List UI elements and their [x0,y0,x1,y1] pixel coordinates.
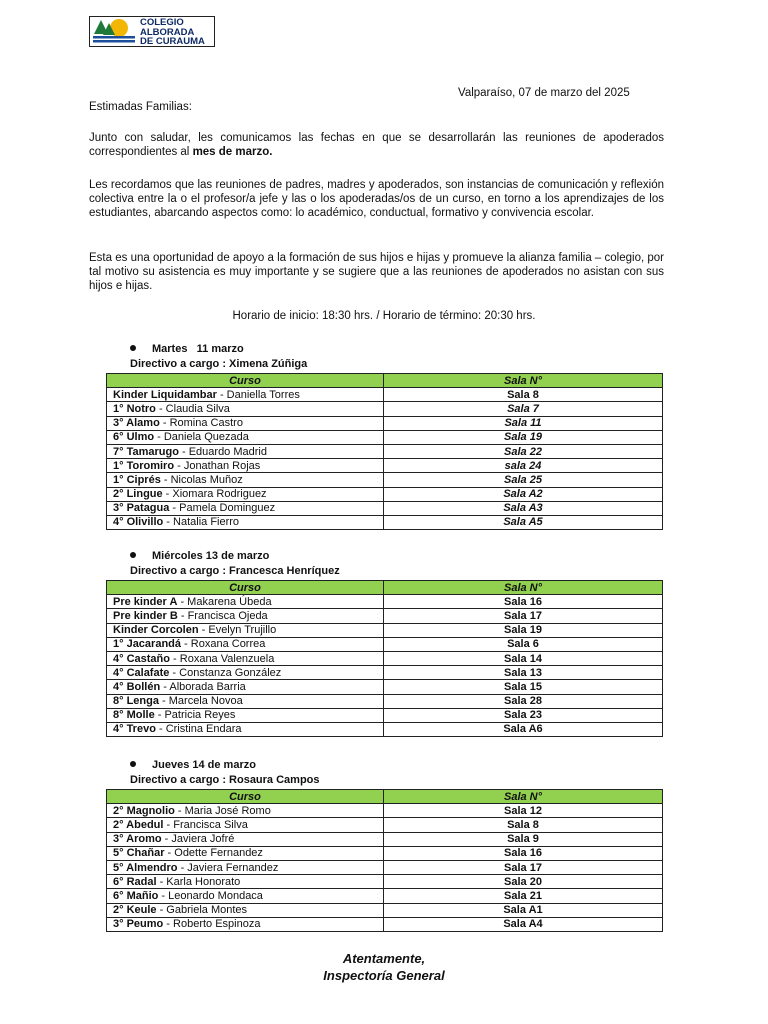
day-label: Martes 11 marzo [152,343,244,355]
sala-cell: Sala 19 [384,430,663,444]
curso-cell [107,889,384,903]
curso-cell [107,708,384,722]
sala-cell: Sala 7 [384,402,663,416]
header-sala: Sala N° [384,581,663,595]
teacher-name: - Eduardo Madrid [178,445,267,458]
table-row [107,623,663,637]
sala-cell: Sala A5 [384,515,663,529]
sala-cell: Sala 13 [384,666,663,680]
sala-cell: Sala 23 [384,708,663,722]
teacher-name: - Gabriela Montes [156,904,248,917]
teacher-name: - Evelyn Trujillo [198,624,277,637]
curso-cell [107,860,384,874]
sala-cell: Sala A2 [384,487,663,501]
table-row [107,651,663,665]
curso-cell [107,459,384,473]
curso-cell [107,473,384,487]
table-row [107,487,663,501]
curso-cell [107,903,384,917]
table-header-row [107,581,663,595]
curso-cell [107,875,384,889]
teacher-name: - Javiera Fernandez [177,861,279,874]
sala-cell: Sala A6 [384,722,663,736]
table-row [107,666,663,680]
curso-cell [107,595,384,609]
intro-text: Junto con saludar, les comunicamos las fechas en que se desarrollarán las reuniones de apoderados correspondientes al [89,132,664,159]
intro-paragraph [89,131,664,159]
teacher-name: - Xiomara Rodriguez [162,488,267,501]
table-row [107,903,663,917]
sala-cell: Sala 14 [384,651,663,665]
director-label: Directivo a cargo : Rosaura Campos [130,774,320,786]
teacher-name: - Marcela Novoa [158,695,243,708]
teacher-name: - Alborada Barria [160,680,246,693]
sala-cell: Sala 21 [384,889,663,903]
curso-cell [107,846,384,860]
table-row [107,388,663,402]
teacher-name: - Roberto Espinoza [163,918,261,931]
curso-name: 7° Tamarugo [113,445,179,458]
teacher-name: - Jonathan Rojas [174,459,261,472]
sala-cell: Sala 28 [384,694,663,708]
closing-signature [0,950,768,984]
curso-cell [107,515,384,529]
table-row [107,818,663,832]
curso-name: 8° Lenga [113,695,159,708]
curso-name: 6° Ulmo [113,431,155,444]
teacher-name: - Daniela Quezada [154,431,249,444]
bullet-icon [130,345,136,351]
teacher-name: - Romina Castro [159,417,243,430]
sala-cell: Sala 16 [384,846,663,860]
teacher-name: - Francisca Silva [163,818,248,831]
teacher-name: - Natalia Fierro [163,516,240,529]
teacher-name: - Cristina Endara [155,723,242,736]
teacher-name: - Daniella Torres [216,388,300,401]
curso-cell [107,430,384,444]
sala-cell: Sala 19 [384,623,663,637]
school-logo [89,16,215,47]
sala-cell: Sala 20 [384,875,663,889]
schedule-table [106,789,663,932]
curso-cell [107,487,384,501]
curso-name: 4° Bollén [113,680,161,693]
curso-name: Kinder Corcolen [113,624,199,637]
letter-date: Valparaíso, 07 de marzo del 2025 [458,87,630,99]
director-label: Directivo a cargo : Francesca Henríquez [130,565,340,577]
day-heading [106,550,662,565]
teacher-name: - Roxana Correa [181,638,266,651]
table-row [107,708,663,722]
curso-cell [107,818,384,832]
meeting-block-jueves [106,759,662,932]
curso-name: 2° Abedul [113,818,164,831]
sala-cell: Sala A1 [384,903,663,917]
sala-cell: Sala 15 [384,680,663,694]
table-row [107,609,663,623]
logo-wordmark [140,18,216,47]
sala-cell: Sala 6 [384,637,663,651]
curso-name: 4° Castaño [113,652,170,665]
curso-cell [107,388,384,402]
sala-cell: Sala 11 [384,416,663,430]
header-curso: Curso [107,374,384,388]
table-row [107,473,663,487]
curso-name: 1° Toromiro [113,459,175,472]
curso-name: 3° Patagua [113,502,170,515]
curso-name: 4° Olivillo [113,516,164,529]
table-row [107,501,663,515]
teacher-name: - Leonardo Mondaca [158,889,263,902]
teacher-name: - Odette Fernandez [164,847,263,860]
curso-name: Pre kinder A [113,595,178,608]
curso-name: 1° Jacarandá [113,638,181,651]
curso-cell [107,832,384,846]
sala-cell: Sala 16 [384,595,663,609]
table-row [107,846,663,860]
sala-cell: Sala 9 [384,832,663,846]
teacher-name: - Roxana Valenzuela [169,652,275,665]
sala-cell: Sala 17 [384,609,663,623]
curso-name: 3° Peumo [113,918,164,931]
logo-line-3: DE CURAUMA [140,36,205,47]
curso-cell [107,722,384,736]
table-row [107,637,663,651]
table-row [107,889,663,903]
table-row [107,416,663,430]
day-heading [106,759,662,774]
curso-name: 4° Calafate [113,666,170,679]
curso-cell [107,694,384,708]
header-curso: Curso [107,581,384,595]
sala-cell: Sala 8 [384,818,663,832]
table-row [107,694,663,708]
curso-name: 3° Alamo [113,417,160,430]
greeting: Estimadas Familias: [89,101,192,113]
curso-cell [107,444,384,458]
curso-name: Pre kinder B [113,609,178,622]
table-row [107,875,663,889]
curso-cell [107,804,384,818]
table-row [107,430,663,444]
curso-name: 1° Ciprés [113,473,161,486]
curso-name: 8° Molle [113,709,155,722]
table-row [107,595,663,609]
table-row [107,917,663,931]
teacher-name: - Maria José Romo [174,804,271,817]
table-row [107,832,663,846]
teacher-name: - Karla Honorato [156,875,241,888]
director-label: Directivo a cargo : Ximena Zúñiga [130,358,308,370]
teacher-name: - Francisca Ojeda [177,609,268,622]
teacher-name: - Claudia Silva [155,402,230,415]
table-row [107,860,663,874]
curso-cell [107,609,384,623]
curso-cell [107,666,384,680]
sala-cell: Sala A4 [384,917,663,931]
table-row [107,459,663,473]
teacher-name: - Nicolas Muñoz [160,473,243,486]
bullet-icon [130,552,136,558]
curso-name: 5° Almendro [113,861,178,874]
teacher-name: - Pamela Dominguez [169,502,276,515]
header-sala: Sala N° [384,374,663,388]
schedule-table [106,373,663,530]
sala-cell: Sala A3 [384,501,663,515]
table-row [107,444,663,458]
reminder-paragraph: Les recordamos que las reuniones de padres, madres y apoderados, son instancias de comunicación y reflexión colectiva entre la o el profesor/a jefe y las o los apoderadas/os de un curso, en torno a los aprendizajes de los estudiantes, abarcando aspectos como: lo académico, conductual, formativo y convivencia escolar. [89,179,664,220]
curso-name: 5° Chañar [113,847,165,860]
table-row [107,515,663,529]
curso-cell [107,402,384,416]
schedule-hours: Horario de inicio: 18:30 hrs. / Horario de término: 20:30 hrs. [232,310,536,322]
sala-cell: Sala 17 [384,860,663,874]
sala-cell: Sala 12 [384,804,663,818]
curso-name: 1° Notro [113,402,156,415]
day-heading [106,343,662,358]
attendance-paragraph: Esta es una oportunidad de apoyo a la formación de sus hijos e hijas y promueve la alianza familia – colegio, por tal motivo su asistencia es muy importante y se sugiere que a las reuniones de apoderados no asistan con sus hijos e hijas. [89,252,664,293]
curso-cell [107,501,384,515]
teacher-name: - Makarena Úbeda [177,595,272,608]
header-curso: Curso [107,790,384,804]
curso-name: 4° Trevo [113,723,156,736]
header-sala: Sala N° [384,790,663,804]
schedule-table [106,580,663,737]
table-header-row [107,374,663,388]
table-header-row [107,790,663,804]
curso-name: 2° Magnolio [113,804,175,817]
curso-name: Kinder Liquidambar [113,388,217,401]
curso-cell [107,416,384,430]
teacher-name: - Constanza González [169,666,282,679]
sala-cell: Sala 8 [384,388,663,402]
closing-line-2: Inspectoría General [323,968,445,983]
intro-month: mes de marzo. [192,146,273,159]
curso-name: 6° Mañio [113,889,159,902]
logo-line-1: COLEGIO [140,17,184,28]
curso-cell [107,651,384,665]
curso-cell [107,917,384,931]
curso-name: 3° Aromo [113,833,162,846]
sala-cell: Sala 22 [384,444,663,458]
school-emblem-icon [91,18,137,46]
day-label: Miércoles 13 de marzo [152,550,270,562]
sala-cell: Sala 25 [384,473,663,487]
curso-cell [107,680,384,694]
curso-name: 6° Radal [113,875,157,888]
day-label: Jueves 14 de marzo [152,759,256,771]
teacher-name: - Patricia Reyes [154,709,236,722]
meeting-block-martes [106,343,662,530]
teacher-name: - Javiera Jofré [161,833,235,846]
table-row [107,722,663,736]
curso-name: 2° Lingue [113,488,163,501]
curso-name: 2° Keule [113,904,157,917]
table-row [107,804,663,818]
logo-line-2: ALBORADA [140,26,195,38]
table-row [107,402,663,416]
sala-cell: sala 24 [384,459,663,473]
bullet-icon [130,761,136,767]
meeting-block-miercoles [106,550,662,737]
table-row [107,680,663,694]
curso-cell [107,637,384,651]
curso-cell [107,623,384,637]
closing-line-1: Atentamente, [342,951,426,966]
